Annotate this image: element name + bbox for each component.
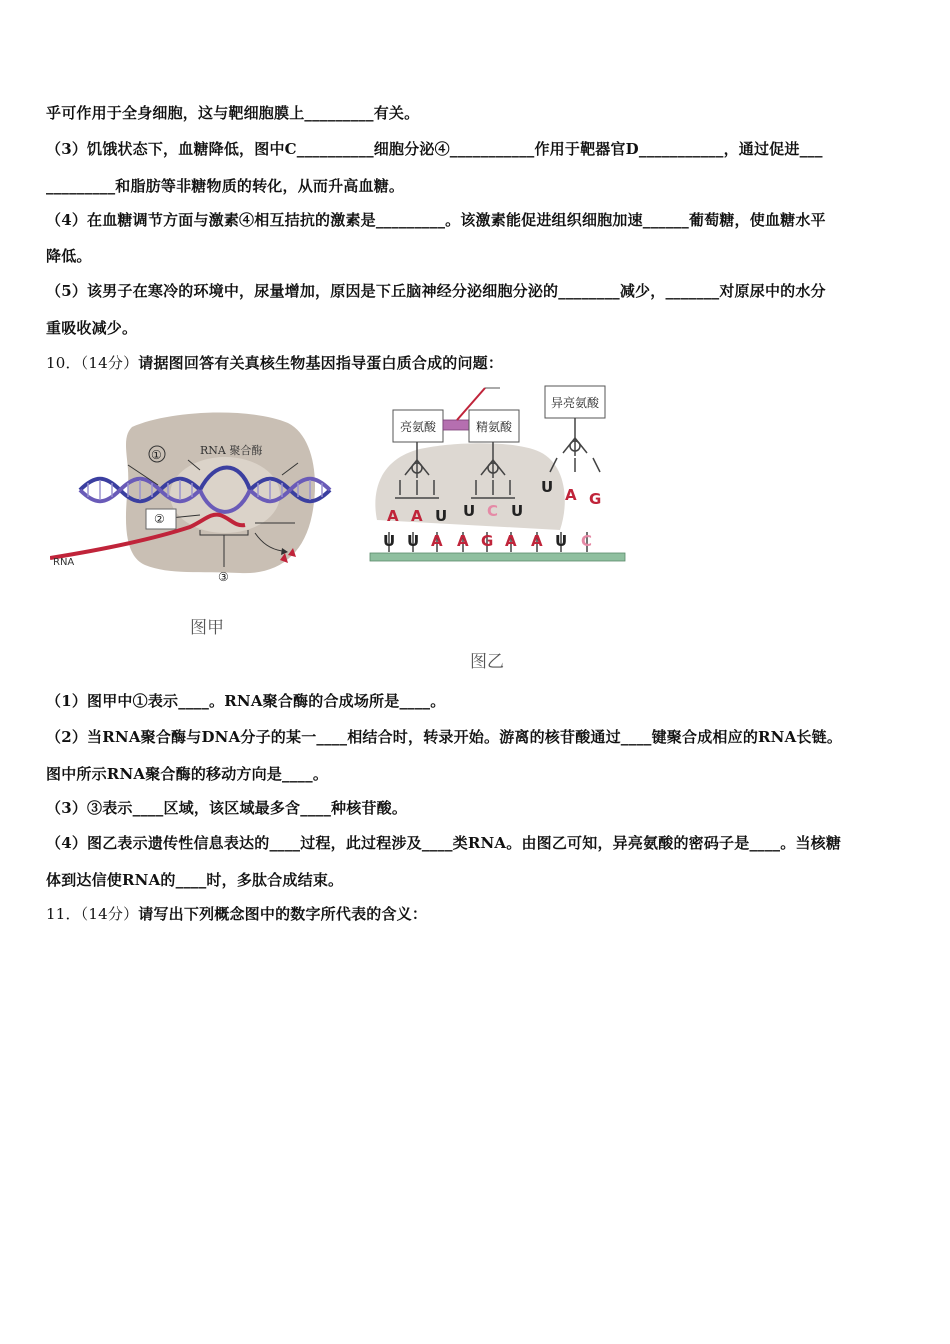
question-11-text: 请写出下列概念图中的数字所代表的含义：: [138, 905, 428, 923]
q10-line-2: （2）当RNA聚合酶与DNA分子的某一____相结合时，转录开始。游离的核苷酸通过____键聚合成相应的RNA长链。: [46, 728, 843, 746]
question-11-number: 11．（14分）: [46, 905, 139, 923]
question-11-header: [46, 903, 427, 924]
text-line-6: （5）该男子在寒冷的环境中，尿量增加，原因是下丘脑神经分泌细胞分泌的________减少，_______对原尿中的水分: [46, 282, 826, 300]
anticodon-2-base-3: U: [511, 502, 524, 520]
label-rna: RNA: [53, 557, 75, 568]
question-10-number: 10．（14分）: [46, 354, 139, 372]
label-circle-1: ①: [151, 448, 162, 462]
q10-line-4: （3）③表示____区域，该区域最多含____种核苷酸。: [46, 799, 408, 817]
mrna-base-7: A: [531, 532, 543, 550]
text-line-1: 乎可作用于全身细胞，这与靶细胞膜上_________有关。: [46, 104, 420, 122]
text-line-7: 重吸收减少。: [46, 319, 138, 337]
q10-line-1: （1）图甲中①表示____。RNA聚合酶的合成场所是____。: [46, 692, 446, 710]
q10-line-6: 体到达信使RNA的____时，多肽合成结束。: [46, 871, 344, 889]
text-line-3: _________和脂肪等非糖物质的转化，从而升高血糖。: [46, 177, 405, 195]
q10-line-5: （4）图乙表示遗传性信息表达的____过程，此过程涉及____类RNA。由图乙可知，异亮氨酸的密码子是____。当核糖: [46, 834, 842, 852]
mrna-base-8: U: [555, 532, 568, 550]
anticodon-1-base-2: A: [411, 507, 423, 525]
peptide-bond: [443, 420, 469, 430]
anticodon-1-base-1: A: [387, 507, 399, 525]
mrna-base-3: A: [431, 532, 443, 550]
figure-a-caption: 图甲: [190, 618, 224, 638]
amino-acid-3: 异亮氨酸: [551, 396, 600, 410]
figure-b-caption: 图乙: [470, 652, 504, 672]
text-line-4: （4）在血糖调节方面与激素④相互拮抗的激素是_________。该激素能促进组织细胞加速______葡萄糖，使血糖水平: [46, 211, 826, 229]
question-10-header: [46, 352, 503, 373]
label-circle-3: ③: [218, 570, 229, 584]
amino-acid-1: 亮氨酸: [400, 420, 437, 434]
anticodon-3-base-1: U: [541, 478, 554, 496]
mrna-base-1: U: [383, 532, 396, 550]
figure-b-translation: [365, 380, 630, 580]
trna-3: [550, 418, 600, 472]
mrna-base-5: G: [481, 532, 494, 550]
anticodon-3-base-3: G: [589, 490, 602, 508]
label-rna-polymerase: RNA 聚合酶: [200, 444, 263, 457]
label-circle-2: ②: [154, 512, 165, 526]
mrna-bar: [370, 553, 625, 561]
anticodon-3-base-2: A: [565, 486, 577, 504]
mrna-base-9: C: [581, 532, 593, 550]
anticodon-2-base-1: U: [463, 502, 476, 520]
anticodon-1-base-3: U: [435, 507, 448, 525]
anticodon-2-base-2: C: [487, 502, 499, 520]
q10-line-3: 图中所示RNA聚合酶的移动方向是____。: [46, 765, 329, 783]
text-line-5: 降低。: [46, 247, 92, 265]
mrna-base-2: U: [407, 532, 420, 550]
text-line-2: （3）饥饿状态下，血糖降低，图中C__________细胞分泌④___________作用于靶器官D___________，通过促进___: [46, 140, 823, 158]
question-10-text: 请据图回答有关真核生物基因指导蛋白质合成的问题：: [138, 354, 504, 372]
mrna-base-4: A: [457, 532, 469, 550]
mrna-base-6: A: [505, 532, 517, 550]
amino-acid-2: 精氨酸: [476, 420, 513, 434]
figure-a-transcription: [50, 405, 340, 595]
